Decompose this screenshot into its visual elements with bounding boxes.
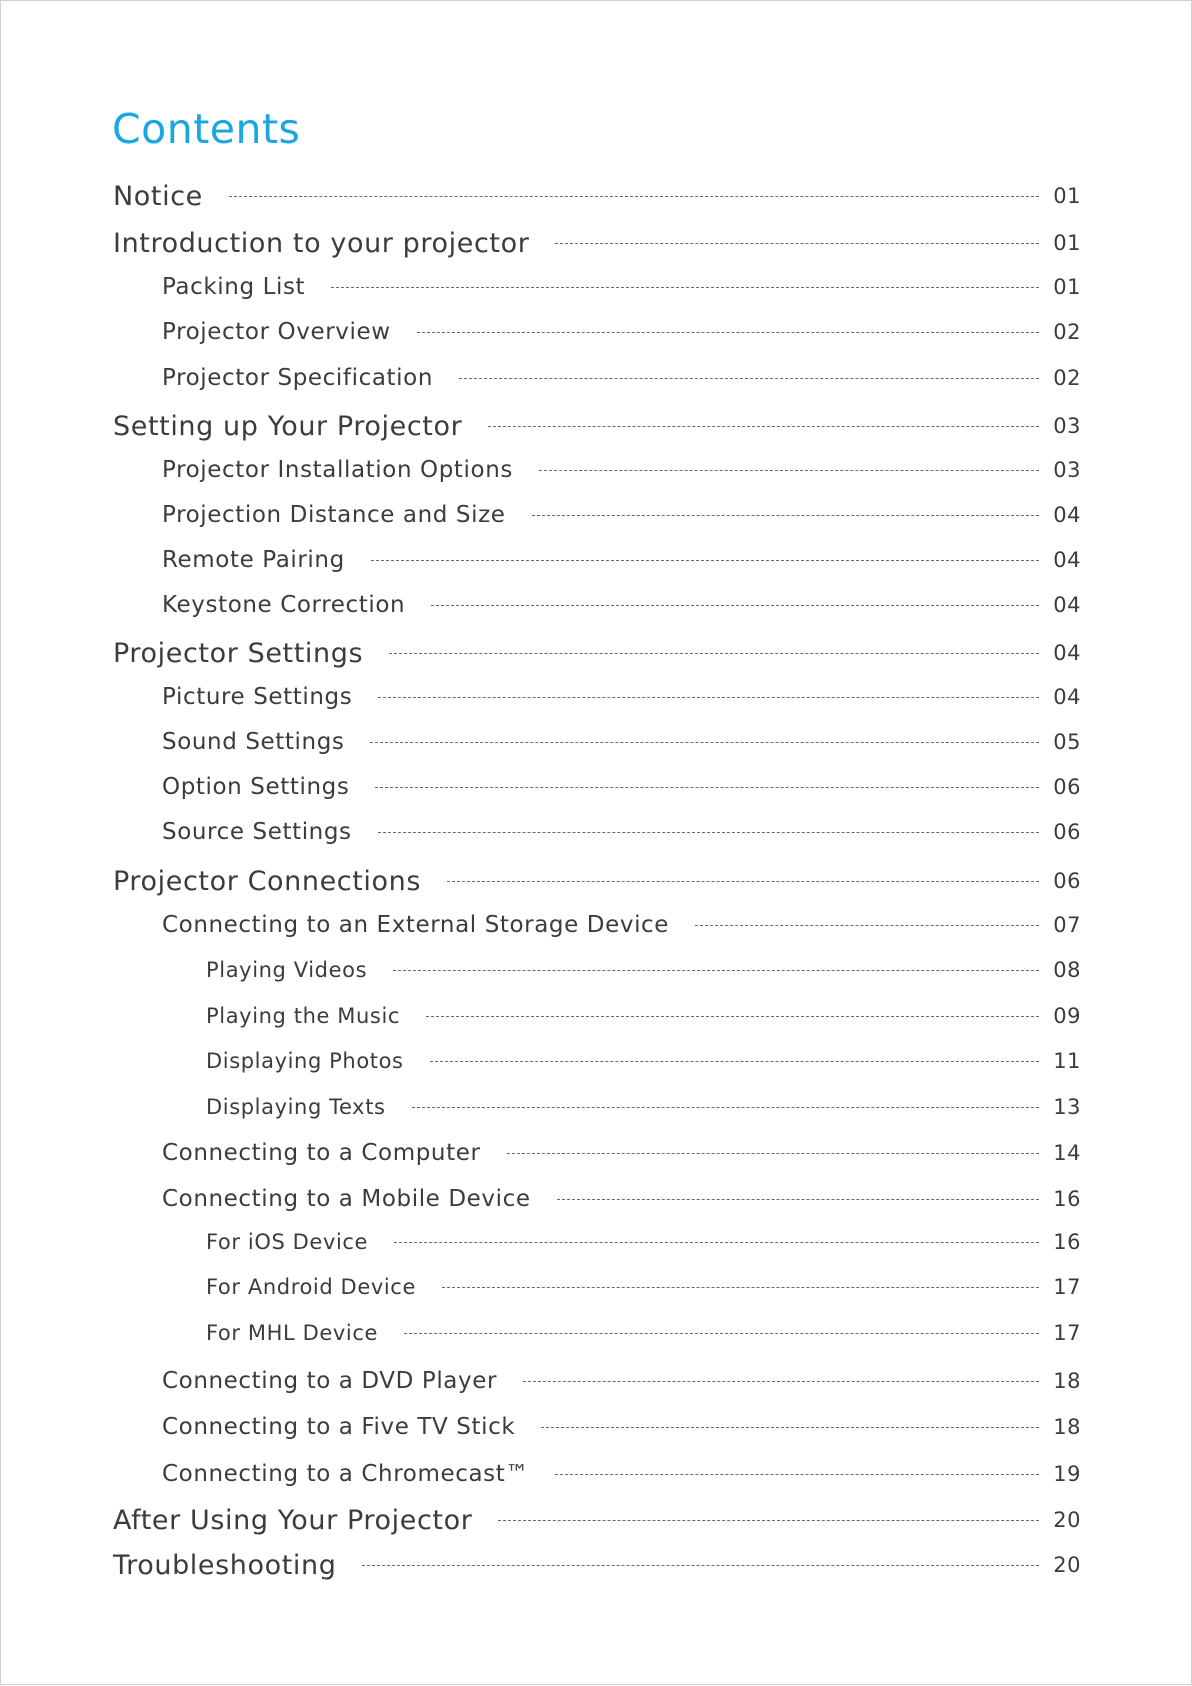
dot-leader (447, 881, 1039, 882)
toc-entry-label: For MHL Device (206, 1321, 378, 1345)
toc-entry-label: Setting up Your Projector (113, 410, 463, 442)
toc-entry[interactable] (113, 1500, 1081, 1540)
dot-leader (523, 1381, 1039, 1382)
toc-entry-page-number: 05 (1053, 730, 1081, 754)
toc-entry-page-number: 04 (1053, 503, 1081, 527)
dot-leader (430, 1061, 1039, 1062)
toc-entry-label: Connecting to a Mobile Device (162, 1186, 531, 1212)
toc-entry[interactable] (206, 1313, 1081, 1353)
toc-entry-page-number: 02 (1053, 320, 1081, 344)
toc-entry[interactable] (206, 1087, 1081, 1127)
toc-entry-page-number: 16 (1053, 1230, 1081, 1254)
toc-entry-page-number: 20 (1053, 1553, 1081, 1577)
dot-leader (412, 1107, 1039, 1108)
dot-leader (695, 925, 1039, 926)
toc-entry[interactable] (162, 812, 1081, 852)
toc-entry[interactable] (113, 176, 1081, 216)
dot-leader (331, 287, 1039, 288)
toc-entry-label: Connecting to a DVD Player (162, 1368, 498, 1394)
toc-entry-label: Notice (113, 180, 203, 212)
toc-entry-label: After Using Your Projector (113, 1504, 473, 1536)
toc-entry-page-number: 19 (1053, 1462, 1081, 1486)
toc-entry[interactable] (162, 1133, 1081, 1173)
toc-entry-label: Troubleshooting (113, 1549, 337, 1581)
toc-entry-page-number: 04 (1053, 548, 1081, 572)
toc-entry[interactable] (162, 1179, 1081, 1219)
toc-entry-label: Source Settings (162, 819, 352, 845)
toc-entry-page-number: 14 (1053, 1141, 1081, 1165)
toc-entry-page-number: 04 (1053, 685, 1081, 709)
dot-leader (378, 697, 1039, 698)
toc-entry[interactable] (162, 722, 1081, 762)
toc-entry-label: Playing Videos (206, 958, 368, 982)
toc-entry[interactable] (206, 950, 1081, 990)
toc-entry-page-number: 06 (1053, 869, 1081, 893)
toc-entry[interactable] (206, 1267, 1081, 1307)
toc-entry-label: Connecting to a Computer (162, 1140, 481, 1166)
toc-entry[interactable] (206, 996, 1081, 1036)
page-title: Contents (112, 105, 301, 153)
dot-leader (404, 1333, 1039, 1334)
toc-entry[interactable] (113, 861, 1081, 901)
toc-entry[interactable] (113, 406, 1081, 446)
dot-leader (394, 1242, 1039, 1243)
toc-entry[interactable] (162, 1361, 1081, 1401)
toc-entry[interactable] (162, 267, 1081, 307)
toc-entry[interactable] (162, 905, 1081, 945)
toc-entry-label: Remote Pairing (162, 547, 345, 573)
dot-leader (393, 970, 1039, 971)
toc-entry[interactable] (206, 1222, 1081, 1262)
dot-leader (507, 1153, 1039, 1154)
toc-entry-page-number: 18 (1053, 1369, 1081, 1393)
dot-leader (370, 742, 1039, 743)
table-of-contents (1, 1, 1192, 1686)
dot-leader (375, 787, 1039, 788)
dot-leader (229, 196, 1039, 197)
toc-entry-label: Introduction to your projector (113, 227, 530, 259)
toc-entry-page-number: 01 (1053, 231, 1081, 255)
toc-entry[interactable] (162, 312, 1081, 352)
dot-leader (431, 605, 1039, 606)
dot-leader (459, 378, 1039, 379)
toc-entry-page-number: 01 (1053, 275, 1081, 299)
toc-entry-label: Connecting to a Five TV Stick (162, 1414, 516, 1440)
toc-entry-page-number: 09 (1053, 1004, 1081, 1028)
dot-leader (378, 832, 1039, 833)
toc-entry-page-number: 20 (1053, 1508, 1081, 1532)
toc-entry-label: Projector Connections (113, 865, 422, 897)
dot-leader (532, 515, 1039, 516)
toc-entry-page-number: 07 (1053, 913, 1081, 937)
toc-entry-page-number: 06 (1053, 775, 1081, 799)
toc-entry[interactable] (162, 1454, 1081, 1494)
toc-entry[interactable] (162, 540, 1081, 580)
toc-entry-page-number: 04 (1053, 641, 1081, 665)
toc-entry-label: Sound Settings (162, 729, 345, 755)
dot-leader (362, 1565, 1039, 1566)
toc-entry-label: Projector Specification (162, 365, 433, 391)
toc-entry-label: Displaying Photos (206, 1049, 404, 1073)
toc-entry-label: Projection Distance and Size (162, 502, 506, 528)
toc-entry-page-number: 13 (1053, 1095, 1081, 1119)
toc-entry-page-number: 18 (1053, 1415, 1081, 1439)
toc-entry[interactable] (162, 358, 1081, 398)
toc-entry-label: For Android Device (206, 1275, 416, 1299)
toc-entry-page-number: 03 (1053, 414, 1081, 438)
dot-leader (488, 426, 1039, 427)
toc-entry-label: Connecting to an External Storage Device (162, 912, 670, 938)
toc-entry-label: Keystone Correction (162, 592, 406, 618)
toc-entry[interactable] (113, 1545, 1081, 1585)
toc-entry-label: Connecting to a Chromecast™ (162, 1461, 529, 1487)
toc-entry-page-number: 01 (1053, 184, 1081, 208)
dot-leader (371, 560, 1039, 561)
toc-entry-page-number: 11 (1053, 1049, 1081, 1073)
toc-entry-label: For iOS Device (206, 1230, 369, 1254)
toc-entry[interactable] (162, 767, 1081, 807)
dot-leader (389, 653, 1039, 654)
toc-entry-label: Option Settings (162, 774, 350, 800)
toc-entry-label: Displaying Texts (206, 1095, 386, 1119)
toc-entry-label: Picture Settings (162, 684, 353, 710)
toc-entry-page-number: 17 (1053, 1275, 1081, 1299)
toc-entry-page-number: 08 (1053, 958, 1081, 982)
dot-leader (426, 1016, 1039, 1017)
toc-entry[interactable] (162, 450, 1081, 490)
toc-entry-label: Playing the Music (206, 1004, 401, 1028)
toc-entry-label: Packing List (162, 274, 306, 300)
dot-leader (541, 1427, 1039, 1428)
dot-leader (417, 332, 1039, 333)
toc-entry[interactable] (113, 223, 1081, 263)
dot-leader (555, 243, 1039, 244)
toc-entry-page-number: 06 (1053, 820, 1081, 844)
toc-entry[interactable] (162, 495, 1081, 535)
toc-entry[interactable] (162, 677, 1081, 717)
toc-entry-page-number: 02 (1053, 366, 1081, 390)
toc-entry[interactable] (206, 1041, 1081, 1081)
toc-entry-label: Projector Installation Options (162, 457, 513, 483)
toc-entry-label: Projector Settings (113, 637, 364, 669)
toc-entry-page-number: 17 (1053, 1321, 1081, 1345)
toc-entry-page-number: 04 (1053, 593, 1081, 617)
toc-entry[interactable] (162, 1407, 1081, 1447)
dot-leader (539, 470, 1039, 471)
dot-leader (498, 1520, 1039, 1521)
toc-entry[interactable] (162, 585, 1081, 625)
toc-entry-label: Projector Overview (162, 319, 391, 345)
toc-entry[interactable] (113, 633, 1081, 673)
dot-leader (557, 1199, 1039, 1200)
dot-leader (442, 1287, 1039, 1288)
toc-entry-page-number: 03 (1053, 458, 1081, 482)
toc-entry-page-number: 16 (1053, 1187, 1081, 1211)
dot-leader (555, 1474, 1039, 1475)
